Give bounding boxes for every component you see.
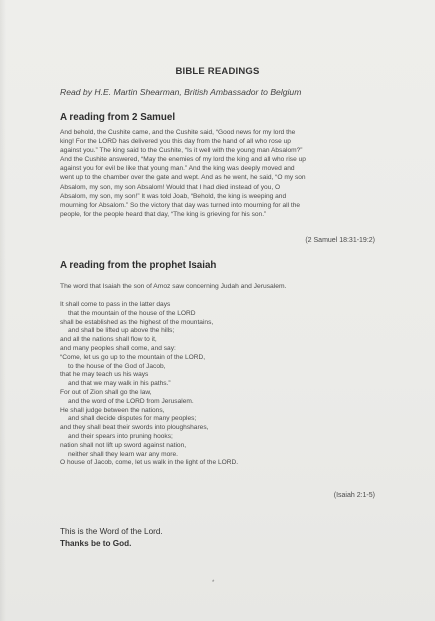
reading-2-line: that he may teach us his ways <box>60 371 149 379</box>
reading-1-heading: A reading from 2 Samuel <box>60 112 176 123</box>
reading-2-line: nation shall not lift up sword against nation, <box>60 441 187 449</box>
reading-2-line: He shall judge between the nations, <box>60 406 165 414</box>
reading-1-line: mourning for Absalom.” So the victory that day was turned into mourning for all the <box>60 201 301 209</box>
reading-2-heading: A reading from the prophet Isaiah <box>60 260 217 271</box>
closing-block <box>60 526 163 550</box>
reader-byline: Read by H.E. Martin Shearman, British Ambassador to Belgium <box>60 87 302 97</box>
reading-2-line: and they shall beat their swords into ploughshares, <box>60 424 209 432</box>
closing-response: Thanks be to God. <box>60 539 132 548</box>
reading-2-reference: (Isaiah 2:1-5) <box>333 492 375 499</box>
reading-1-line: went up to the chamber over the gate and wept. And as he went, he said, “O my son <box>60 174 306 182</box>
reading-1-line: people, for the people heard that day, “The king is grieving for his son.” <box>60 210 267 218</box>
reading-2-line: and the word of the LORD from Jerusalem. <box>68 397 194 405</box>
reading-2-line: shall be established as the highest of the mountains, <box>60 318 214 326</box>
reading-2-line: and all the nations shall flow to it, <box>60 336 157 344</box>
reading-2-text <box>60 301 238 468</box>
reading-2-line: and many peoples shall come, and say: <box>60 344 176 352</box>
reading-2-line: “Come, let us go up to the mountain of the LORD, <box>60 353 206 361</box>
reading-1-line: Absalom, my son, my son Absalom! Would that I had died instead of you, O <box>60 183 281 191</box>
reading-1-line: king! For the LORD has delivered you this day from the hand of all who rose up <box>60 138 291 146</box>
reading-2-line: to the house of the God of Jacob, <box>68 362 166 370</box>
page-title: BIBLE READINGS <box>175 66 260 77</box>
reading-1-line: against you.” The king said to the Cushite, “Is it well with the young man Absalom?” <box>60 147 303 155</box>
reading-2-line: neither shall they learn war any more. <box>68 450 178 458</box>
reading-1-line: And behold, the Cushite came, and the Cushite said, “Good news for my lord the <box>60 129 296 136</box>
reading-2-line: For out of Zion shall go the law, <box>60 388 152 396</box>
closing-statement: This is the Word of the Lord. <box>60 527 163 536</box>
reading-2-line: and that we may walk in his paths.” <box>68 380 171 388</box>
reading-1-text <box>60 128 380 219</box>
page-edge-shadow <box>0 0 6 621</box>
reading-2-line: that the mountain of the house of the LORD <box>68 309 196 317</box>
reading-2-line: and shall decide disputes for many peoples; <box>68 415 197 423</box>
footer-mark: * <box>212 580 215 586</box>
reading-2-line: and shall be lifted up above the hills; <box>68 327 175 335</box>
reading-1-line: And the Cushite answered, “May the enemies of my lord the king and all who rise up <box>60 156 306 164</box>
reading-2-line: and their spears into pruning hooks; <box>68 432 173 440</box>
reading-1-line: against you for evil be like that young man.” And the king was deeply moved and <box>60 165 295 173</box>
reading-1-line: Absalom, my son, my son!” It was told Joab, “Behold, the king is weeping and <box>60 192 287 200</box>
reading-1-reference: (2 Samuel 18:31-19:2) <box>305 237 375 244</box>
reading-2-line: O house of Jacob, come, let us walk in the light of the LORD. <box>60 459 239 467</box>
reading-2-intro: The word that Isaiah the son of Amoz saw concerning Judah and Jerusalem. <box>60 283 287 290</box>
reading-2-line: It shall come to pass in the latter days <box>60 301 171 308</box>
